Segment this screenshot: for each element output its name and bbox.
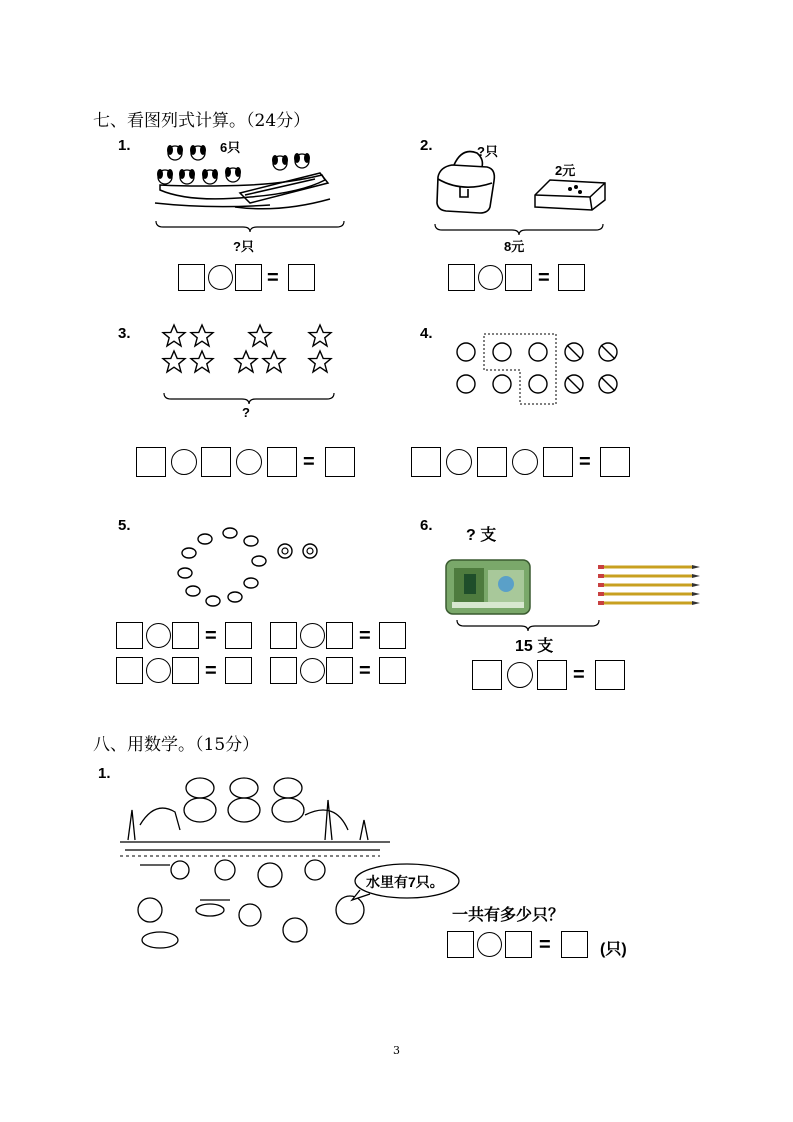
problem6-number: 6. <box>420 517 433 534</box>
problem2-number: 2. <box>420 137 433 154</box>
speech-text: 水里有7只。 <box>366 874 444 890</box>
pencil-box-illustration <box>530 175 610 215</box>
page-number: 3 <box>393 1044 400 1057</box>
problem5-number: 5. <box>118 517 131 534</box>
bead-ring-illustration <box>175 525 325 615</box>
problem1-top-label: 6只 <box>220 140 241 155</box>
answer-box[interactable] <box>116 622 143 649</box>
answer-box[interactable] <box>561 931 588 958</box>
equals-sign: = <box>303 451 315 473</box>
answer-box[interactable] <box>505 931 532 958</box>
answer-box[interactable] <box>379 657 406 684</box>
answer-box[interactable] <box>505 264 532 291</box>
frogs-pond-illustration <box>120 770 390 960</box>
problem6-top-label: ? 支 <box>466 527 497 544</box>
answer-box[interactable] <box>325 447 355 477</box>
section8-title: 八、用数学。（15分） <box>93 735 260 755</box>
answer-box[interactable] <box>270 657 297 684</box>
stars-illustration <box>160 322 340 372</box>
problem4-number: 4. <box>420 325 433 342</box>
problem1-brace <box>155 220 345 234</box>
operator-circle[interactable] <box>477 932 502 957</box>
answer-box[interactable] <box>448 264 475 291</box>
problem3-bottom-label: ? <box>242 405 250 420</box>
operator-circle[interactable] <box>146 623 171 648</box>
problem2-brace <box>434 223 604 237</box>
problem2-price-label: 2元 <box>555 163 576 178</box>
schoolbag-illustration <box>432 145 502 215</box>
answer-box[interactable] <box>537 660 567 690</box>
operator-circle[interactable] <box>512 449 538 475</box>
answer-box[interactable] <box>201 447 231 477</box>
problem1-bottom-label: ?只 <box>233 239 254 254</box>
operator-circle[interactable] <box>171 449 197 475</box>
answer-box[interactable] <box>116 657 143 684</box>
problem2-bottom-label: 8元 <box>504 239 525 254</box>
equals-sign: = <box>539 934 551 956</box>
equals-sign: = <box>538 267 550 289</box>
equals-sign: = <box>573 664 585 686</box>
answer-box[interactable] <box>447 931 474 958</box>
section7-title: 七、看图列式计算。（24分） <box>93 111 311 131</box>
answer-box[interactable] <box>326 622 353 649</box>
equals-sign: = <box>267 267 279 289</box>
operator-circle[interactable] <box>300 658 325 683</box>
problem6-bottom-label: 15 支 <box>515 638 554 655</box>
operator-circle[interactable] <box>446 449 472 475</box>
answer-box[interactable] <box>225 622 252 649</box>
answer-box[interactable] <box>379 622 406 649</box>
equals-sign: = <box>359 660 371 682</box>
answer-box[interactable] <box>178 264 205 291</box>
equals-sign: = <box>579 451 591 473</box>
answer-box[interactable] <box>472 660 502 690</box>
answer-box[interactable] <box>543 447 573 477</box>
unit-label: (只) <box>600 941 627 958</box>
answer-box[interactable] <box>326 657 353 684</box>
answer-box[interactable] <box>225 657 252 684</box>
answer-box[interactable] <box>267 447 297 477</box>
section8-problem1-number: 1. <box>98 765 111 782</box>
answer-box[interactable] <box>270 622 297 649</box>
problem1-number: 1. <box>118 137 131 154</box>
problem6-brace <box>456 619 600 633</box>
operator-circle[interactable] <box>300 623 325 648</box>
section8-question: 一共有多少只？ <box>452 907 565 924</box>
answer-box[interactable] <box>136 447 166 477</box>
problem2-top-label: ?只 <box>477 144 498 159</box>
problem3-number: 3. <box>118 325 131 342</box>
answer-box[interactable] <box>288 264 315 291</box>
operator-circle[interactable] <box>146 658 171 683</box>
answer-box[interactable] <box>411 447 441 477</box>
answer-box[interactable] <box>172 622 199 649</box>
circles-grouping-illustration <box>452 330 632 410</box>
operator-circle[interactable] <box>208 265 233 290</box>
operator-circle[interactable] <box>236 449 262 475</box>
problem3-brace <box>163 392 335 406</box>
pencil-case-illustration <box>444 558 534 618</box>
answer-box[interactable] <box>600 447 630 477</box>
equals-sign: = <box>205 625 217 647</box>
pencils-illustration <box>596 562 706 610</box>
answer-box[interactable] <box>595 660 625 690</box>
puppies-on-boat-illustration <box>150 135 350 215</box>
equals-sign: = <box>359 625 371 647</box>
answer-box[interactable] <box>172 657 199 684</box>
answer-box[interactable] <box>235 264 262 291</box>
operator-circle[interactable] <box>478 265 503 290</box>
answer-box[interactable] <box>558 264 585 291</box>
answer-box[interactable] <box>477 447 507 477</box>
operator-circle[interactable] <box>507 662 533 688</box>
equals-sign: = <box>205 660 217 682</box>
